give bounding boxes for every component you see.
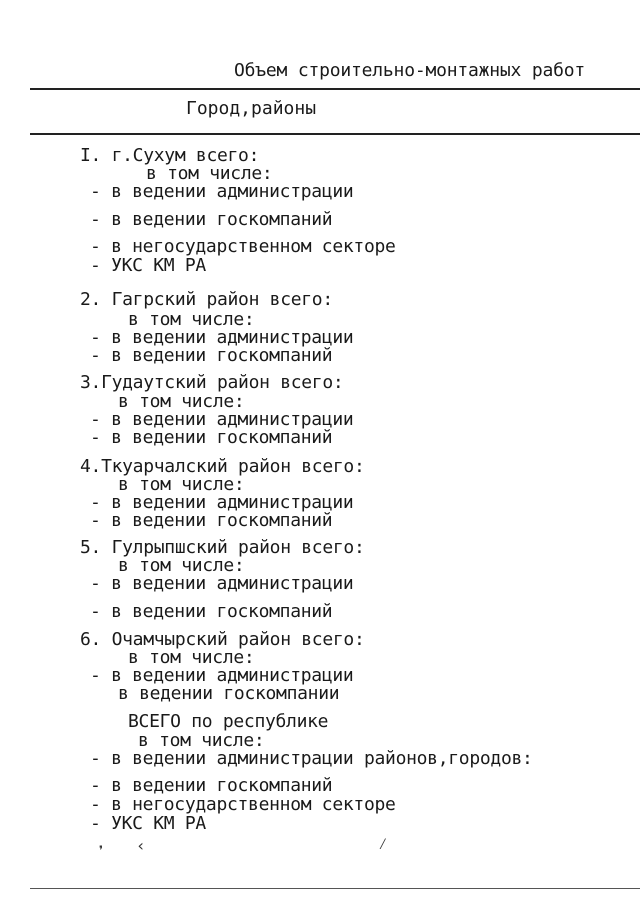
section-sukhum-heading: I. г.Сухум всего: <box>80 145 260 166</box>
item-state-companies: в ведении госкомпании <box>118 683 340 704</box>
ink-mark: ‹ <box>136 836 146 855</box>
total-republic-heading: ВСЕГО по республике <box>128 711 329 732</box>
item-state-companies: - в ведении госкомпаний <box>90 427 333 448</box>
subheading-including: в том числе: <box>118 555 245 576</box>
subheading-including: в том числе: <box>118 474 245 495</box>
item-administration: - в ведении администрации <box>90 665 354 686</box>
item-administration: - в ведении администрации <box>90 573 354 594</box>
section-tkuarchal-heading: 4.Ткуарчалский район всего: <box>80 456 365 477</box>
subheading-including: в том числе: <box>128 309 255 330</box>
item-state-companies: - в ведении госкомпаний <box>90 345 333 366</box>
ink-mark: ⁄ <box>378 834 388 853</box>
item-administration-districts-cities: - в ведении администрации районов,городов: <box>90 748 533 769</box>
item-state-companies: - в ведении госкомпаний <box>90 209 333 230</box>
subheading-including: в том числе: <box>118 391 245 412</box>
subheading-including: в том числе: <box>128 647 255 668</box>
subheading-including: в том числе: <box>146 163 273 184</box>
header-rule-top <box>30 88 640 90</box>
column-label: Город,районы <box>186 98 317 119</box>
item-uks-km-ra: - УКС КМ РА <box>90 813 206 834</box>
ink-mark: ❜ <box>96 842 106 861</box>
bottom-rule <box>30 888 640 889</box>
document-title: Объем строительно-монтажных работ <box>234 60 586 81</box>
section-gulrypsh-heading: 5. Гулрыпшский район всего: <box>80 537 365 558</box>
item-uks-km-ra: - УКС КМ РА <box>90 255 206 276</box>
item-administration: - в ведении администрации <box>90 492 354 513</box>
item-administration: - в ведении администрации <box>90 181 354 202</box>
item-state-companies: - в ведении госкомпаний <box>90 775 333 796</box>
section-ochamchyra-heading: 6. Очамчырский район всего: <box>80 629 365 650</box>
item-non-state-sector: - в негосударственном секторе <box>90 794 396 815</box>
header-rule-bottom <box>30 133 640 135</box>
item-state-companies: - в ведении госкомпаний <box>90 601 333 622</box>
section-gudauta-heading: 3.Гудаутский район всего: <box>80 372 344 393</box>
item-administration: - в ведении администрации <box>90 409 354 430</box>
subheading-including: в том числе: <box>138 730 265 751</box>
item-state-companies: - в ведении госкомпаний <box>90 510 333 531</box>
item-non-state-sector: - в негосударственном секторе <box>90 236 396 257</box>
section-gagra-heading: 2. Гагрский район всего: <box>80 289 333 310</box>
item-administration: - в ведении администрации <box>90 327 354 348</box>
